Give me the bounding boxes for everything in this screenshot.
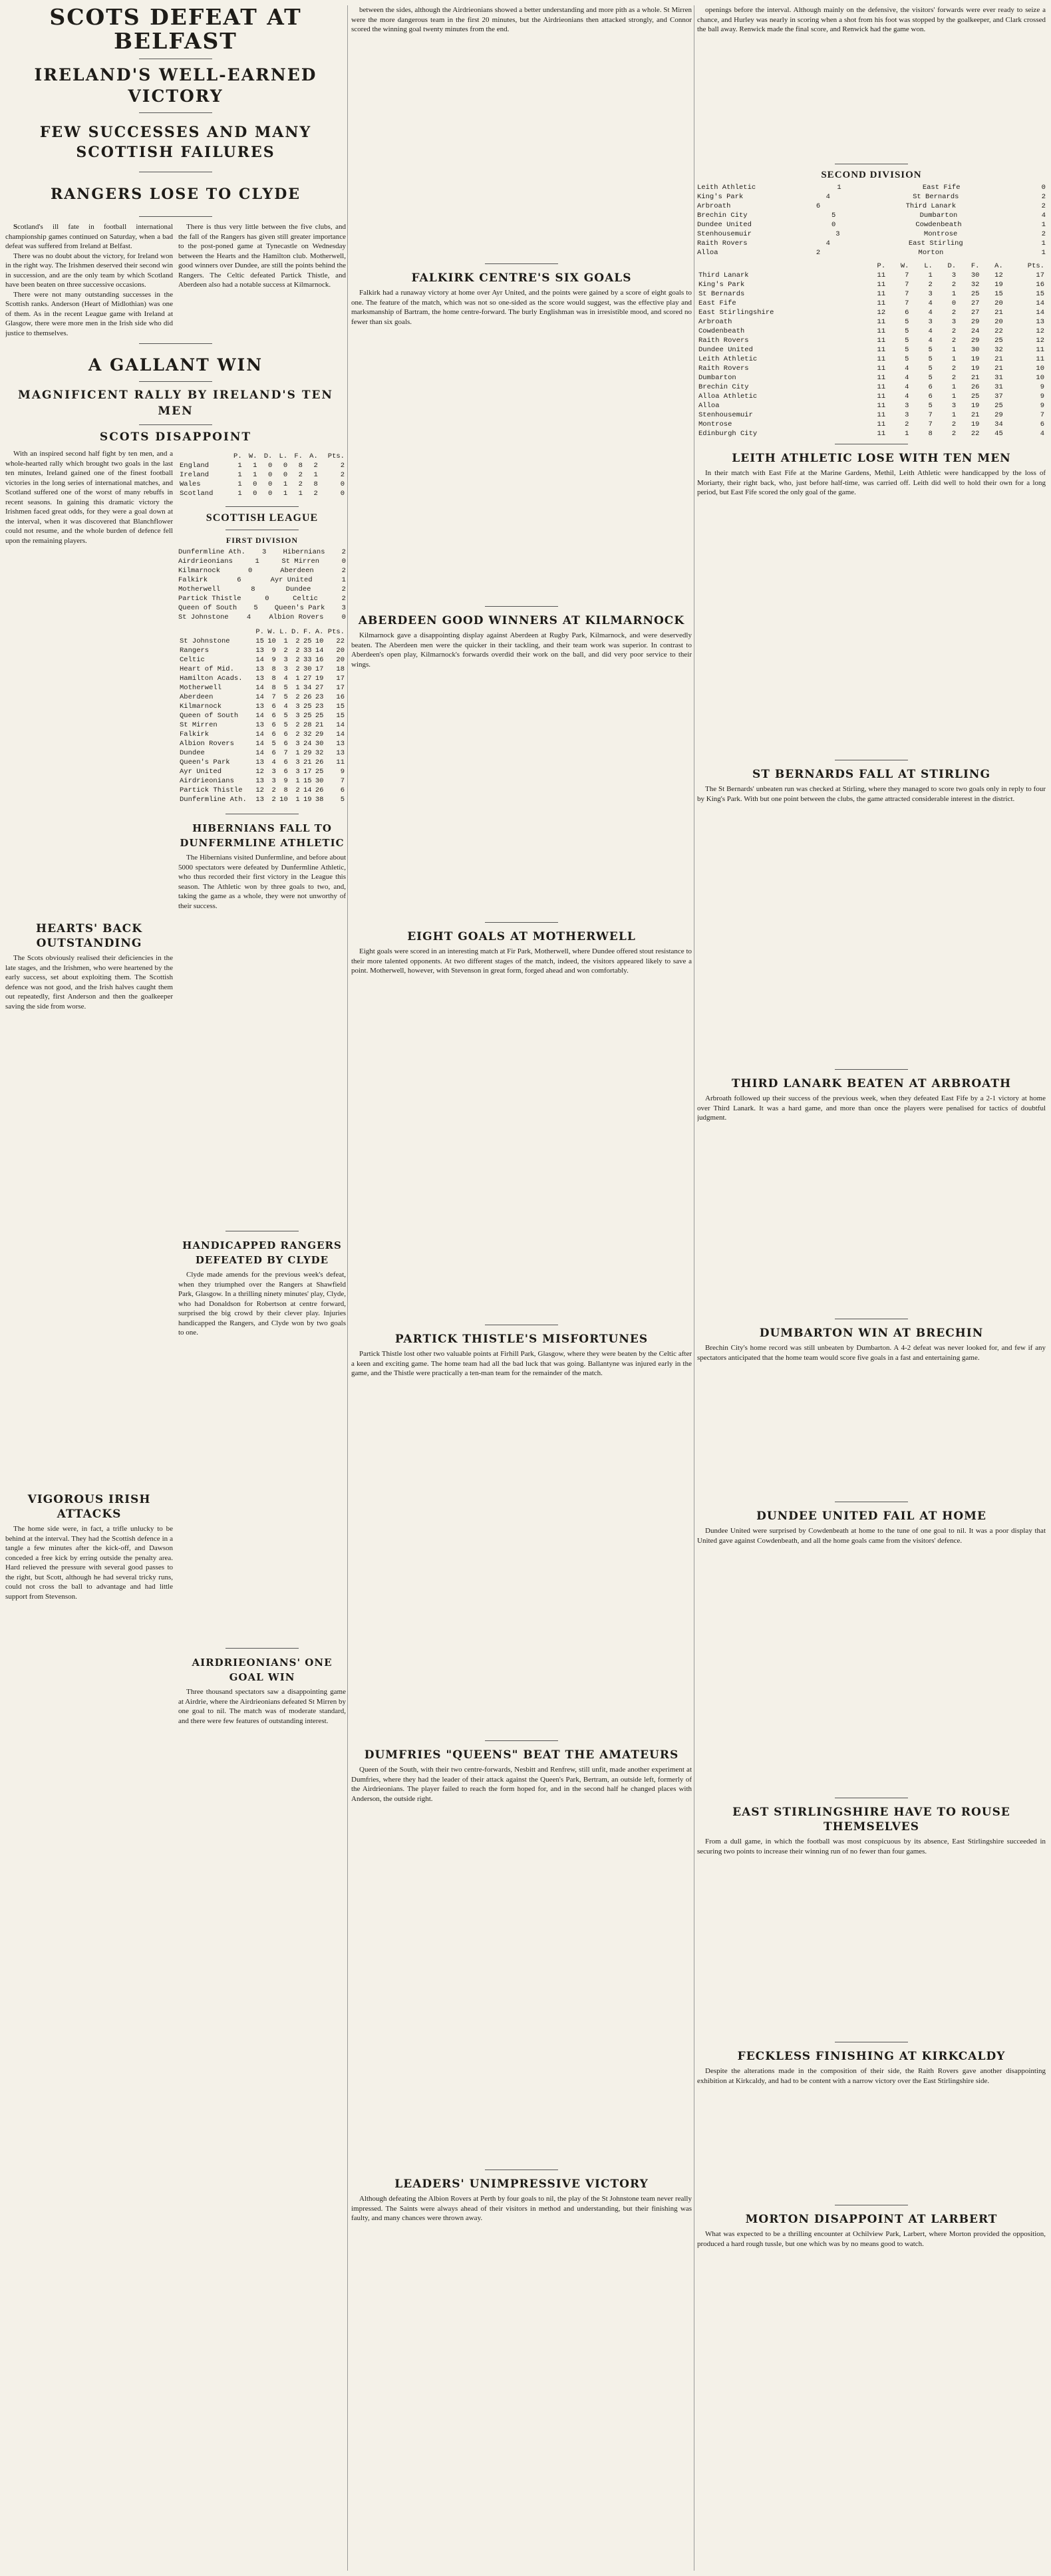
section-heading: VIGOROUS IRISH ATTACKS: [27, 1493, 151, 1521]
column-rule: [347, 5, 348, 2571]
table-row: East Fife 11 7 4 0 27 20 14: [698, 299, 1044, 307]
article-paragraph: In their match with East Fife at the Marine Gardens, Methil, Leith Athletic were handicapped by the loss of Moriarty, their right back, who, just before half-time, was carried off. Leith did well to hold their own for a long period, but East Fife scored the only goal of the game.: [697, 469, 1046, 496]
result-row: Dundee United 0 Cowdenbeath 1: [697, 221, 1046, 229]
subhead-ireland: IRELAND'S WELL-EARNED VICTORY: [34, 65, 317, 106]
table-row: Montrose 11 2 7 2 19 34 6: [698, 420, 1044, 428]
table-row: Kilmarnock 13 6 4 3 25 23 15: [180, 703, 345, 711]
article-paragraph: Clyde made amends for the previous week's defeat, when they triumphed over the Rangers at Shawfield Park, Glasgow. In a thrilling ninety minutes' play, Clyde, who had Donaldson for Robertson at centre forward, surprised the big crowd by their clever play. Injuries handicapped the Rangers, and Clyde won by two goals to one.: [178, 1271, 346, 1337]
section-heading: DUNDEE UNITED FAIL AT HOME: [756, 1510, 986, 1523]
subhead-scots-disappoint: SCOTS DISAPPOINT: [99, 430, 252, 444]
table-row: Ireland 1 1 0 0 2 1 2: [180, 471, 345, 479]
section-heading: THIRD LANARK BEATEN AT ARBROATH: [731, 1077, 1012, 1090]
table-row: Falkirk 14 6 6 2 32 29 14: [180, 730, 345, 738]
column-1: [5, 5, 346, 2571]
table-row: Raith Rovers 11 5 4 2 29 25 12: [698, 337, 1044, 345]
table-row: Alloa Athletic 11 4 6 1 25 37 9: [698, 393, 1044, 401]
table-row: Rangers 13 9 2 2 33 14 20: [180, 647, 345, 655]
league-table: P. W. L. D. F. A. Pts. Third Lanark 11 7 1 3 30 12 17 King's Park 11 7 2 2 32 19 16 St Bernards 11 7 3 1 25 15 15 East Fife 11 7 4 0 27 20 14 East Stirlingshire 12 6 4 2 27 21 14 Arbroath 11 5 3 3 29 20 13 Cowdenbeath 11 5 4 2 24 22 12 Raith Rovers 11 5 4 2 29 25 12 Dundee United 11 5 5 1 30 32 11 Leith Athletic 11 5 5 1 19 21 11 Raith Rovers 11 4 5 2 19 21 10 Dumbarton 11 4 5 2 21 31 10 Brechin City 11 4 6 1 26 31 9 Alloa Athletic 11 4 6 1 25 37 9 Alloa 11 3 5 3 19 25 9 Stenhousemuir 11 3 7 1 21 29 7 Montrose 11 2 7 2 19 34 6 Edinburgh City 11 1 8 2 22 45 4: [698, 262, 1044, 438]
section-heading: HANDICAPPED RANGERS DEFEATED BY CLYDE: [182, 1239, 342, 1266]
table-row: England 1 1 0 0 8 2 2: [180, 462, 345, 470]
column-2: [351, 5, 692, 2571]
results-list: [697, 183, 1046, 257]
league-table: P. W. L. D. F. A. Pts. St Johnstone 15 10 1 2 25 10 22 Rangers 13 9 2 2 33 14 20 Celtic 14 9 3 2 33 16 20 Heart of Mid. 13 8 3 2 30 17 18 Hamilton Acads. 13 8 4 1 27 19 17 Motherwell 14 8 5 1 34 27 17 Aberdeen 14 7 5 2 26 23 16 Kilmarnock 13 6 4 3 25 23 15 Queen of South 14 6 5 3 25 25 15 St Mirren 13 6 5 2 28 21 14 Falkirk 14 6 6 2 32 29 14 Albion Rovers 14 5 6 3 24 30 13 Dundee 14 6 7 1 29 32 13 Queen's Park 13 4 6 3 21 26 11 Ayr United 12 3 6 3 17 25 9 Airdrieonians 13 3 9 1 15 30 7 Partick Thistle 12 2 8 2 14 26 6 Dunfermline Ath. 13 2 10 1 19 38 5: [180, 628, 345, 804]
article-paragraph: Queen of the South, with their two centre-forwards, Nesbitt and Renfrew, still unfit, made another experiment at Dumfries, where they had the leader of their attack against the Queen's Park, Bertram, an outside left, formerly of the Airdrieonians. The player failed to reach the form hoped for, and in the second half he changed places with Anderson, the outside right.: [351, 1766, 692, 1803]
division-title: SECOND DIVISION: [821, 170, 922, 180]
result-row: Alloa 2 Morton 1: [697, 249, 1046, 257]
table-row: Queen's Park 13 4 6 3 21 26 11: [180, 758, 345, 766]
table-row: Cowdenbeath 11 5 4 2 24 22 12: [698, 327, 1044, 335]
article-paragraph: between the sides, although the Airdrieonians showed a better understanding and more pith as a whole. St Mirren were the more dangerous team in the first 20 minutes, but the Airdrieonians then attacked strongly, and Connor scored the winning goal twenty minutes from the end.: [351, 6, 692, 33]
result-row: Arbroath 6 Third Lanark 2: [697, 202, 1046, 210]
article-paragraph: Dundee United were surprised by Cowdenbeath at home to the tune of one goal to nil. It was a poor display that United gave against Cowdenbeath, and all the home goals came from the visitors' defence.: [697, 1527, 1046, 1545]
subhead-failures: FEW SUCCESSES AND MANY SCOTTISH FAILURES: [39, 124, 312, 161]
headline: SCOTS DEFEAT AT BELFAST: [49, 4, 302, 54]
table-row: Dundee 14 6 7 1 29 32 13: [180, 749, 345, 757]
table-row: Wales 1 0 0 1 2 8 0: [180, 480, 345, 488]
table-row: Arbroath 11 5 3 3 29 20 13: [698, 318, 1044, 326]
article-paragraph: Although defeating the Albion Rovers at Perth by four goals to nil, the play of the St Johnstone team never really impressed. The Saints were always ahead of their visitors in method and understanding, but their finishing was faulty, and many chances were thrown away.: [351, 2195, 692, 2222]
section-heading: AIRDRIEONIANS' ONE GOAL WIN: [192, 1657, 333, 1683]
table-row: Edinburgh City 11 1 8 2 22 45 4: [698, 430, 1044, 438]
table-row: St Mirren 13 6 5 2 28 21 14: [180, 721, 345, 729]
article-paragraph: From a dull game, in which the football was most conspicuous by its absence, East Stirlingshire succeeded in securing two points to increase their winning run of no fewer than four games.: [697, 1838, 1046, 1855]
section-heading: PARTICK THISTLE'S MISFORTUNES: [394, 1333, 649, 1346]
table-row: Queen of South 14 6 5 3 25 25 15: [180, 712, 345, 720]
subhead-gallant-win: A GALLANT WIN: [88, 355, 263, 375]
result-row: Stenhousemuir 3 Montrose 2: [697, 230, 1046, 238]
article-paragraph: The St Bernards' unbeaten run was checked at Stirling, where they managed to score two goals only in reply to four by King's Park. With but one point between the clubs, the game attracted considerable interest in the district.: [697, 785, 1046, 803]
table-row: Dunfermline Ath. 13 2 10 1 19 38 5: [180, 796, 345, 804]
table-row: Celtic 14 9 3 2 33 16 20: [180, 656, 345, 664]
division-title: FIRST DIVISION: [225, 536, 299, 545]
table-row: Leith Athletic 11 5 5 1 19 21 11: [698, 355, 1044, 363]
result-row: Raith Rovers 4 East Stirling 1: [697, 240, 1046, 247]
section-heading: EIGHT GOALS AT MOTHERWELL: [407, 930, 636, 943]
table-row: Raith Rovers 11 4 5 2 19 21 10: [698, 365, 1044, 373]
result-row: Motherwell 8 Dundee 2: [178, 585, 346, 593]
result-row: Leith Athletic 1 East Fife 0: [697, 184, 1046, 192]
article-paragraph: Three thousand spectators saw a disappointing game at Airdrie, where the Airdrieonians defeated St Mirren by one goal to nil. The match was of moderate standard, and there were few features of outstanding interest.: [178, 1688, 346, 1725]
column-3: [697, 5, 1046, 2571]
section-heading: HIBERNIANS FALL TO DUNFERMLINE ATHLETIC: [180, 822, 345, 849]
article-paragraph: The Hibernians visited Dunfermline, and before about 5000 spectators were defeated by Dunfermline Athletic, who thus recorded their first victory in the League this season. The Athletic won by three goals to two, and, taking the game as a whole, they were not unworthy of their success.: [178, 854, 346, 910]
table-row: Dumbarton 11 4 5 2 21 31 10: [698, 374, 1044, 382]
article-paragraph: There is thus very little between the five clubs, and the fall of the Rangers has given still greater importance to the post-poned game at Tynecastle on Wednesday between the Hearts and the Hamilton club. Motherwell, good winners over Dundee, are still the points behind the Rangers. The Celtic defeated Partick Thistle, and Aberdeen also had a notable success at Kilmarnock.: [178, 223, 346, 289]
table-row: St Bernards 11 7 3 1 25 15 15: [698, 290, 1044, 298]
result-row: King's Park 4 St Bernards 2: [697, 193, 1046, 201]
result-row: Dunfermline Ath. 3 Hibernians 2: [178, 548, 346, 556]
article-paragraph: Partick Thistle lost other two valuable points at Firhill Park, Glasgow, where they were beaten by the Celtic after a keen and exciting game. The home team had all the bad luck that was going. Ballantyne was injured early in the game, and the Thistle were practically a ten-man team for the remainder of the match.: [351, 1350, 692, 1377]
subhead-rangers: RANGERS LOSE TO CLYDE: [50, 186, 301, 203]
article-paragraph: Kilmarnock gave a disappointing display against Aberdeen at Rugby Park, Kilmarnock, and were deservedly beaten. The Aberdeen men were the quicker in their tackling, and their team work was superior. In contrast to Aberdeen's open play, Kilmarnock's forwards overdid their work on the ball, and did very poor service to their wings.: [351, 631, 692, 669]
article-paragraph: Arbroath followed up their success of the previous week, when they defeated East Fife by a 2-1 victory at home over Third Lanark. It was a hard game, and more than once the players were penalised for tactics of doubtful judgment.: [697, 1094, 1046, 1122]
table-row: Albion Rovers 14 5 6 3 24 30 13: [180, 740, 345, 748]
table-row: East Stirlingshire 12 6 4 2 27 21 14: [698, 309, 1044, 317]
result-row: Airdrieonians 1 St Mirren 0: [178, 558, 346, 565]
result-row: Falkirk 6 Ayr United 1: [178, 576, 346, 584]
section-heading: DUMFRIES "QUEENS" BEAT THE AMATEURS: [364, 1748, 679, 1762]
table-row: Alloa 11 3 5 3 19 25 9: [698, 402, 1044, 410]
result-row: Queen of South 5 Queen's Park 3: [178, 604, 346, 612]
section-heading: ST BERNARDS FALL AT STIRLING: [752, 768, 990, 781]
table-row: Hamilton Acads. 13 8 4 1 27 19 17: [180, 675, 345, 683]
lead-paragraph: Scotland's ill fate in football international championship games continued on Saturday, when a bad defeat was suffered from Ireland at Belfast.: [5, 223, 173, 250]
article-paragraph: openings before the interval. Although mainly on the defensive, the visitors' forwards were ever ready to seize a chance, and Hurley was nearly in scoring when a shot from his foot was stopped by the goalkeeper, and Clark crossed the ball away. Renwick made the final score, and Renwick had the game won.: [697, 6, 1046, 33]
article-paragraph: Eight goals were scored in an interesting match at Fir Park, Motherwell, where Dundee offered stout resistance to their more talented opponents. At two different stages of the match, indeed, the visitors appeared likely to save a point. Motherwell, however, with Stevenson in great form, forged ahead and won comfortably.: [351, 947, 692, 975]
article-paragraph: With an inspired second half fight by ten men, and a whole-hearted rally which brought two goals in the last ten minutes, Ireland gained one of the finest football victories in the long series of international matches, and Scotland suffered one of the worst of many rebuffs in recent seasons. In gaining this dramatic victory the Irishmen faced great odds, for they were a goal down at the interval, when it was discovered that Blanchflower could not resume, and the whole burden of defence fell upon the remaining players.: [5, 450, 173, 545]
table-row: King's Park 11 7 2 2 32 19 16: [698, 281, 1044, 289]
table-row: Ayr United 12 3 6 3 17 25 9: [180, 768, 345, 776]
section-heading: FALKIRK CENTRE'S SIX GOALS: [411, 271, 632, 285]
table-row: Brechin City 11 4 6 1 26 31 9: [698, 383, 1044, 391]
section-heading: LEITH ATHLETIC LOSE WITH TEN MEN: [732, 452, 1011, 465]
league-title: SCOTTISH LEAGUE: [206, 512, 319, 524]
table-row: Third Lanark 11 7 1 3 30 12 17: [698, 271, 1044, 279]
subhead-rally: MAGNIFICENT RALLY BY IRELAND'S TEN MEN: [18, 389, 333, 418]
section-heading: DUMBARTON WIN AT BRECHIN: [759, 1327, 984, 1340]
section-heading: FECKLESS FINISHING AT KIRKCALDY: [737, 2050, 1006, 2063]
section-heading: MORTON DISAPPOINT AT LARBERT: [745, 2213, 998, 2226]
article-paragraph: There was no doubt about the victory, for Ireland won in the right way. The Irishmen deserved their second win in succession, and are the only team by which Scotland have been beaten on three successive occasions.: [5, 251, 173, 289]
table-row: Dundee United 11 5 5 1 30 32 11: [698, 346, 1044, 354]
article-paragraph: The Scots obviously realised their deficiencies in the late stages, and the Irishmen, who were heartened by the early success, set about exploiting them. The Scottish defence was not good, and the Irish halves caught them out repeatedly, first Anderson and then the goalkeeper saving the side from worse.: [5, 954, 173, 1011]
article-paragraph: What was expected to be a thrilling encounter at Ochilview Park, Larbert, where Morton provided the opposition, produced a hard rough tussle, but one which was by no means good to watch.: [697, 2230, 1046, 2248]
results-list: [178, 548, 346, 622]
international-table: P. W. D. L. F. A. Pts. England 1 1 0 0 8 2 2 Ireland 1 1 0 0 2 1 2 Wales 1 0 0 1 2 8 0 Scotland 1 0 0 1 1 2 0: [180, 452, 345, 498]
result-row: Brechin City 5 Dumbarton 4: [697, 212, 1046, 220]
table-row: Scotland 1 0 0 1 1 2 0: [180, 490, 345, 498]
table-row: St Johnstone 15 10 1 2 25 10 22: [180, 637, 345, 645]
article-paragraph: Brechin City's home record was still unbeaten by Dumbarton. A 4-2 defeat was never looked for, and few if any spectators anticipated that the home team would score five goals in a fast and entertaining game.: [697, 1344, 1046, 1362]
section-heading: LEADERS' UNIMPRESSIVE VICTORY: [394, 2177, 649, 2191]
table-row: Stenhousemuir 11 3 7 1 21 29 7: [698, 411, 1044, 419]
result-row: St Johnstone 4 Albion Rovers 0: [178, 613, 346, 621]
table-row: Airdrieonians 13 3 9 1 15 30 7: [180, 777, 345, 785]
table-row: Aberdeen 14 7 5 2 26 23 16: [180, 693, 345, 701]
table-row: Partick Thistle 12 2 8 2 14 26 6: [180, 786, 345, 794]
article-paragraph: Despite the alterations made in the composition of their side, the Raith Rovers gave another disappointing exhibition at Kirkcaldy, and had to be content with a narrow victory over the East Stirlingshire side.: [697, 2067, 1046, 2085]
result-row: Partick Thistle 0 Celtic 2: [178, 595, 346, 603]
section-heading: ABERDEEN GOOD WINNERS AT KILMARNOCK: [358, 614, 685, 627]
article-paragraph: Falkirk had a runaway victory at home over Ayr United, and the points were gained by a score of eight goals to one. The feature of the match, which was not so one-sided as the score would suggest, was the effective play and marksmanship of Bartram, the home centre-forward. The burly Englishman was in irresistible mood, and scored no fewer than six goals.: [351, 289, 692, 326]
section-heading: HEARTS' BACK OUTSTANDING: [36, 922, 142, 950]
result-row: Kilmarnock 0 Aberdeen 2: [178, 567, 346, 575]
table-row: Heart of Mid. 13 8 3 2 30 17 18: [180, 665, 345, 673]
section-heading: EAST STIRLINGSHIRE HAVE TO ROUSE THEMSELVES: [732, 1806, 1010, 1834]
table-row: Motherwell 14 8 5 1 34 27 17: [180, 684, 345, 692]
article-paragraph: The home side were, in fact, a trifle unlucky to be behind at the interval. They had the Scottish defence in a tangle a few minutes after the kick-off, and Dawson conceded a free kick by erring outside the penalty area. Hard relieved the pressure with several good passes to the right, but Scott, although he had several tricky runs, could not cross the ball to advantage and had little support from Stevenson.: [5, 1525, 173, 1601]
article-paragraph: There were not many outstanding successes in the Scottish ranks. Anderson (Heart of Midlothian) was one of them. As in the recent League game with Ireland at Glasgow, there were more men in the Irish side who did justice to themselves.: [5, 290, 173, 337]
